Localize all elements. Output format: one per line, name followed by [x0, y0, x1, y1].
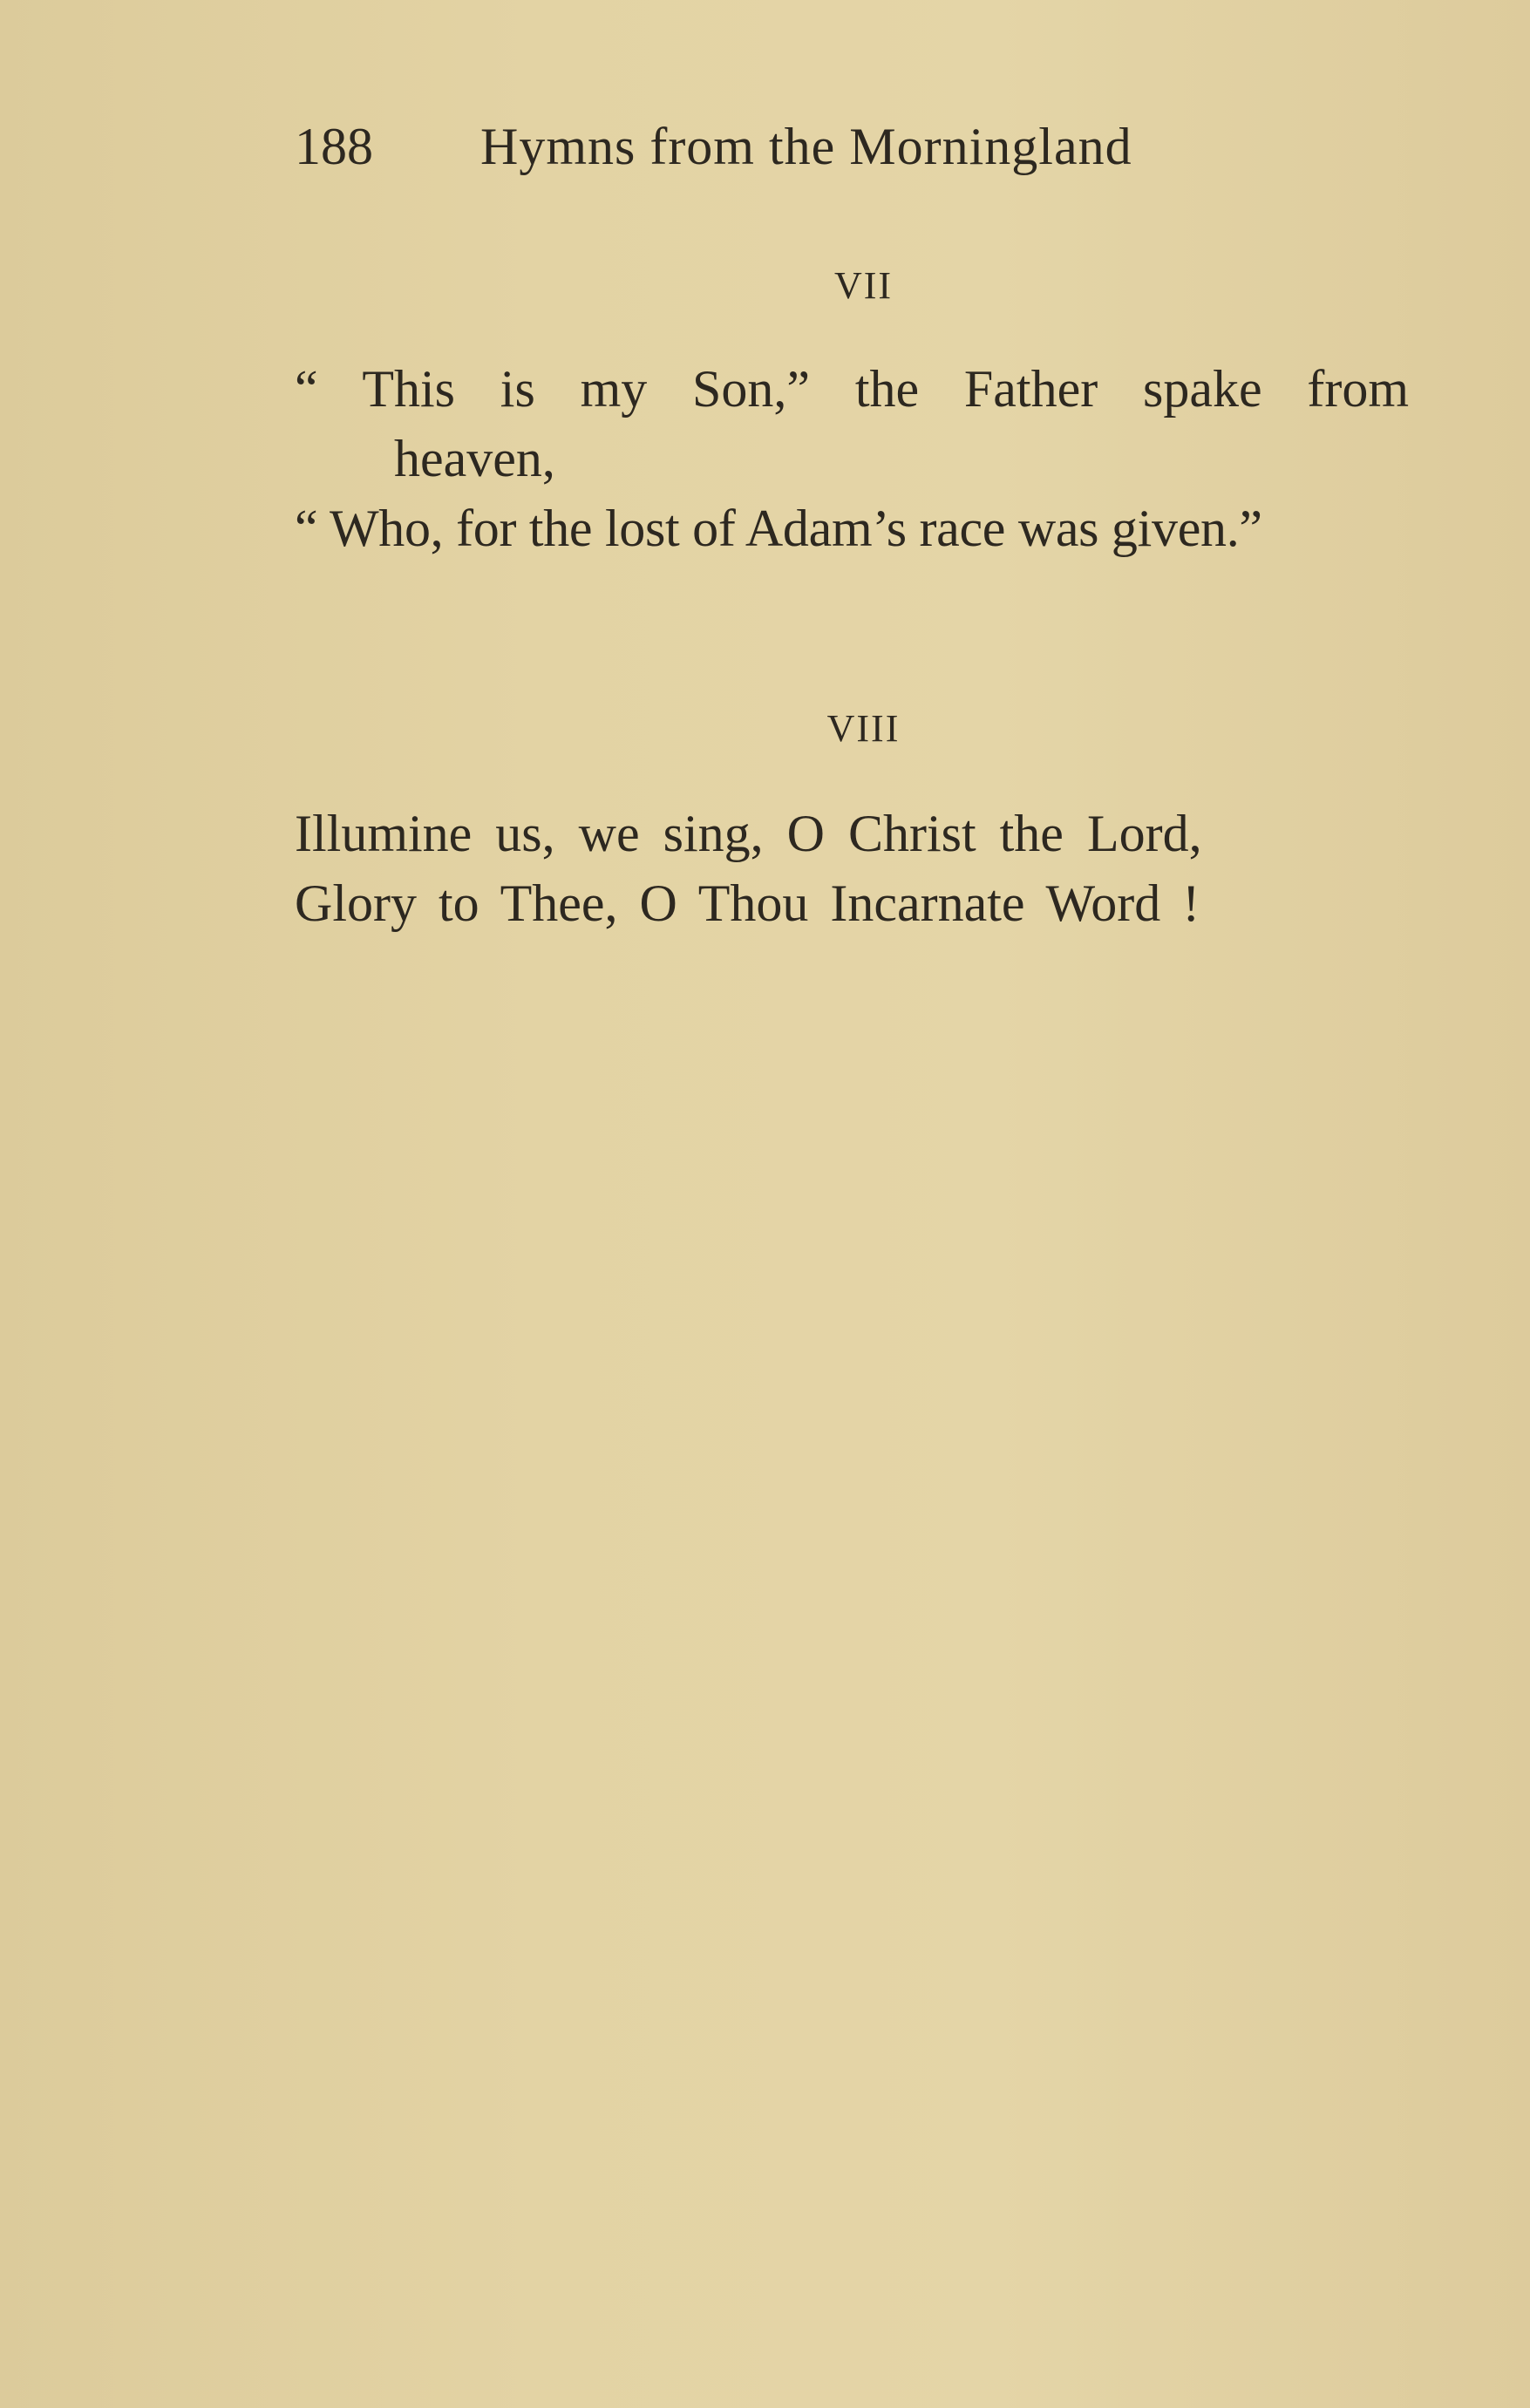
- stanza-number-viii: VIII: [826, 707, 901, 750]
- running-title: Hymns from the Morningland: [480, 118, 1132, 175]
- stanza-viii: [295, 799, 1411, 938]
- running-header: [295, 112, 1132, 181]
- verse-line-continuation: heaven,: [394, 430, 555, 487]
- stanza-number-vii: VII: [833, 264, 894, 307]
- page-number: 188: [295, 118, 373, 175]
- stanza-vii: [295, 354, 1411, 563]
- verse-line: Illumine us, we sing, O Christ the Lord,: [295, 805, 1202, 862]
- verse-line: Glory to Thee, O Thou Incarnate Word !: [295, 874, 1200, 932]
- verse-line: “ This is my Son,” the Father spake from: [295, 360, 1409, 418]
- verse-line: “ Who, for the lost of Adam’s race was given.”: [295, 500, 1262, 557]
